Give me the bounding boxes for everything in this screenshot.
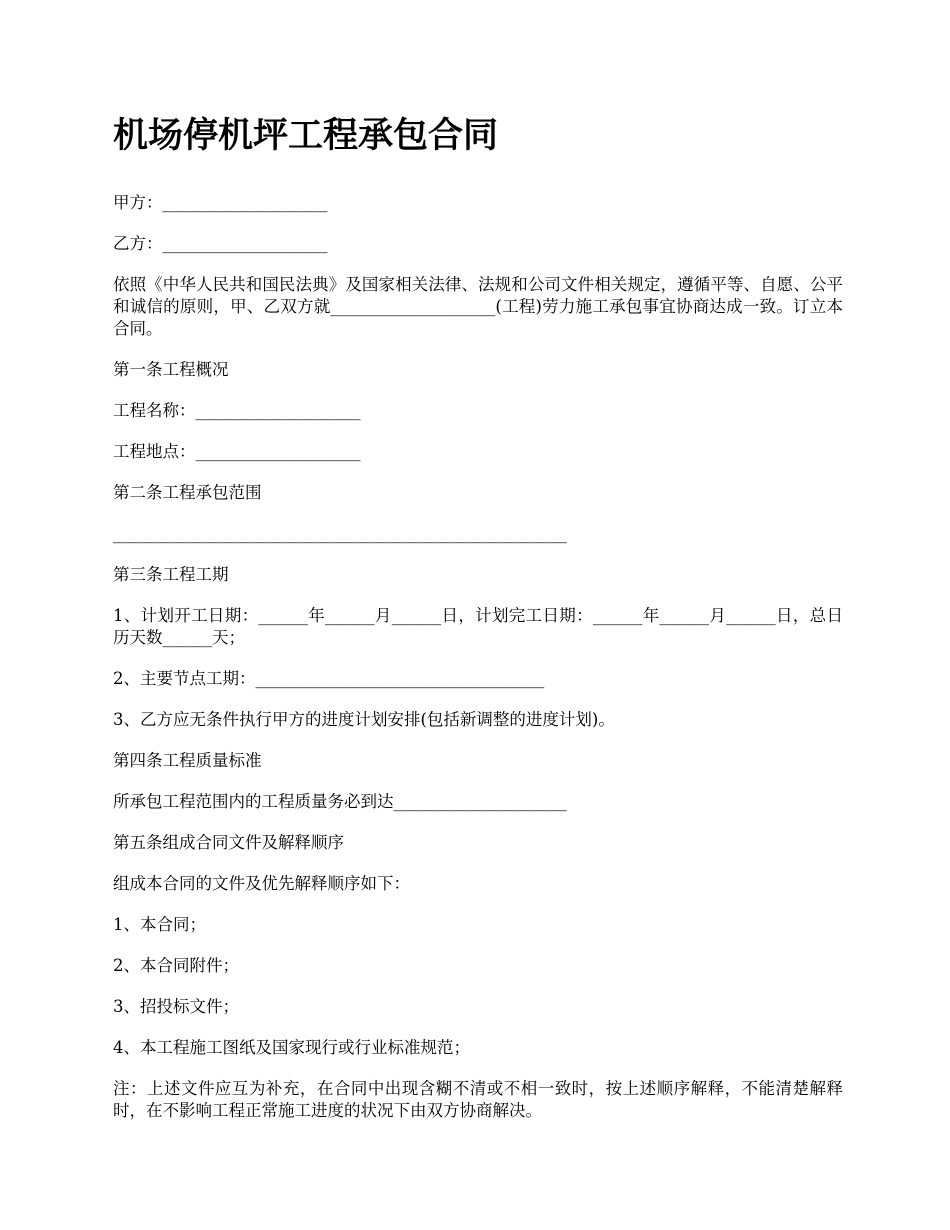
project-location-line: 工程地点：____________________ [113, 442, 361, 461]
scope-blank-line: _______________________________________________________ [113, 524, 567, 543]
note-paragraph: 注：上述文件应互为补充，在合同中出现含糊不清或不相一致时，按上述顺序解释，不能清楚解释时，在不影响工程正常施工进度的状况下由双方协商解决。 [113, 1079, 843, 1120]
quality-standard-line: 所承包工程范围内的工程质量务必到达_____________________ [113, 792, 567, 811]
article-1-heading: 第一条工程概况 [113, 360, 229, 379]
document-item-3: 3、招投标文件； [113, 997, 239, 1016]
schedule-compliance-line: 3、乙方应无条件执行甲方的进度计划安排(包括新调整的进度计划)。 [113, 710, 615, 729]
document-item-4: 4、本工程施工图纸及国家现行或行业标准规范； [113, 1038, 470, 1057]
article-3-heading: 第三条工程工期 [113, 565, 229, 584]
project-name-line: 工程名称：____________________ [113, 401, 361, 420]
party-a-line: 甲方：____________________ [113, 193, 328, 212]
documents-order-intro: 组成本合同的文件及优先解释顺序如下： [113, 874, 410, 893]
milestone-line: 2、主要节点工期：___________________________________ [113, 669, 545, 688]
preamble-paragraph: 依照《中华人民共和国民法典》及国家相关法律、法规和公司文件相关规定，遵循平等、自愿、公平和诚信的原则，甲、乙双方就____________________(工程)劳力施工承包事宜协商达成一致。订立本合同。 [113, 275, 843, 338]
document-title: 机场停机坪工程承包合同 [113, 115, 499, 156]
article-5-heading: 第五条组成合同文件及解释顺序 [113, 833, 344, 852]
document-item-2: 2、本合同附件； [113, 956, 239, 975]
document-page [113, 110, 843, 1141]
article-2-heading: 第二条工程承包范围 [113, 483, 262, 502]
party-b-line: 乙方：____________________ [113, 234, 328, 253]
document-item-1: 1、本合同； [113, 915, 206, 934]
article-4-heading: 第四条工程质量标准 [113, 751, 262, 770]
schedule-dates-paragraph: 1、计划开工日期：______年______月______日，计划完工日期：______年______月______日，总日历天数______天； [113, 606, 843, 647]
